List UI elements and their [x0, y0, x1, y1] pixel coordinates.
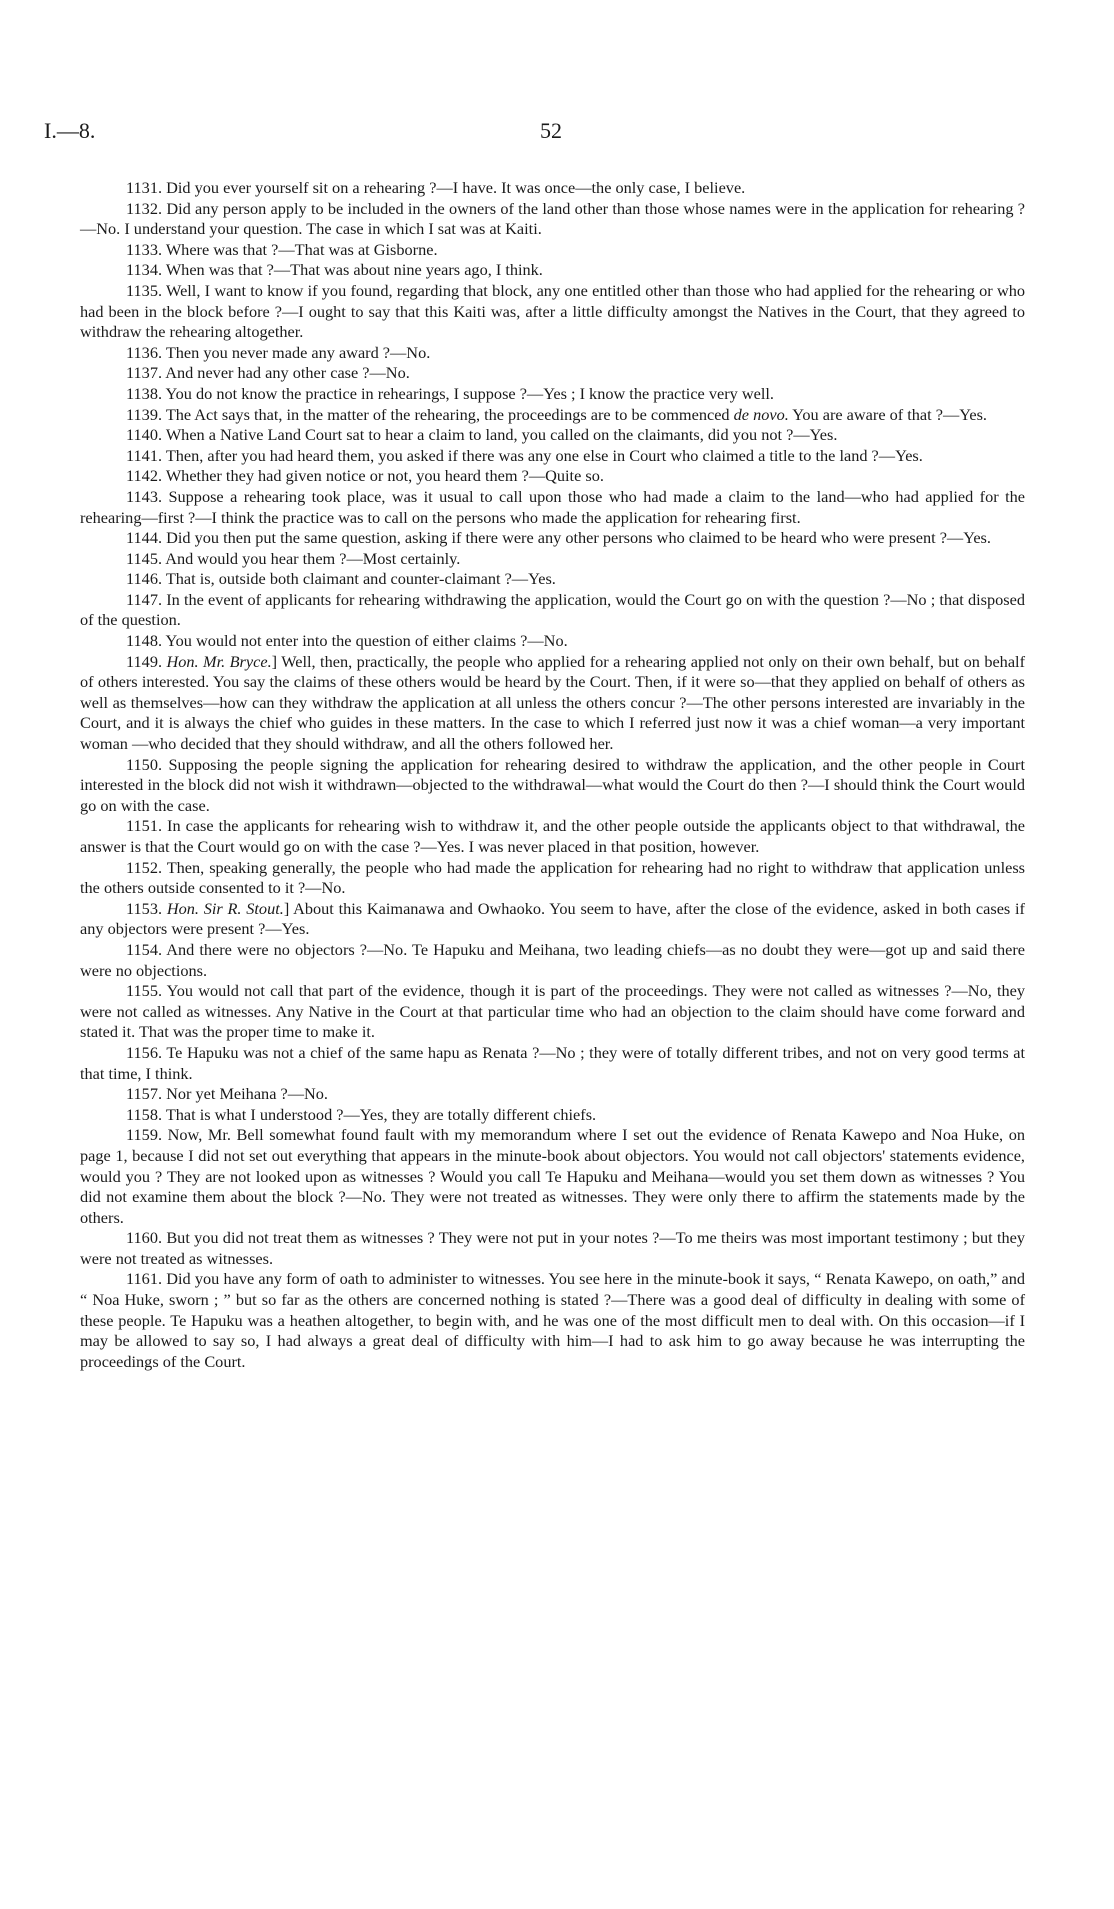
- paragraph: 1160. But you did not treat them as witnesses ? They were not put in your notes ?—To me theirs was most important testimony ; but they were not treated as witnesses.: [80, 1228, 1025, 1268]
- body-text: [80, 178, 1025, 1372]
- document-reference: I.—8.: [44, 118, 96, 143]
- paragraph: 1135. Well, I want to know if you found, regarding that block, any one entitled other than those who had applied for the rehearing or who had been in the block before ?—I ought to say that this Kaiti was, after a little difficulty amongst the Natives in the Court, that they agreed to withdraw the rehearing altogether.: [80, 280, 1025, 342]
- paragraph: 1161. Did you have any form of oath to administer to witnesses. You see here in the minute-book it says, “ Renata Kawepo, on oath,” and “ Noa Huke, sworn ; ” but so far as the others are concerned nothing is stated ?—There was a good deal of difficulty in dealing with some of these people. Te Hapuku was a heathen altogether, to begin with, and he was one of the most difficult men to deal with. On this occasion—if I may be allowed to say so, I had always a great deal of difficulty with him—I had to ask him to go away because he was interrupting the proceedings of the Court.: [80, 1269, 1026, 1371]
- paragraph: 1158. That is what I understood ?—Yes, they are totally different chiefs.: [126, 1104, 597, 1124]
- paragraph: 1157. Nor yet Meihana ?—No.: [126, 1084, 328, 1104]
- paragraph: 1156. Te Hapuku was not a chief of the same hapu as Renata ?—No ; they were of totally different tribes, and not on very good terms at that time, I think.: [80, 1042, 1025, 1083]
- paragraph: 1143. Suppose a rehearing took place, was it usual to call upon those who had made a claim to the land—who had applied for the rehearing—first ?—I think the practice was to call on the persons who made the application for rehearing first.: [80, 486, 1025, 527]
- paragraph: 1146. That is, outside both claimant and counter-claimant ?—Yes.: [126, 569, 556, 589]
- paragraph: 1148. You would not enter into the question of either claims ?—No.: [126, 631, 568, 651]
- paragraph: 1159. Now, Mr. Bell somewhat found fault with my memorandum where I set out the evidence of Renata Kawepo and Noa Huke, on page 1, because I did not set out everything that appears in the minute-book about objectors. You would not call objectors' statements evidence, would you ? They are not looked upon as witnesses ? Would you call Te Hapuku and Meihana—would you set them down as witnesses ? You did not examine them about the block ?—No. They were not treated as witnesses. They were only there to affirm the statements made by the others.: [80, 1125, 1025, 1227]
- paragraph: 1154. And there were no objectors ?—No. Te Hapuku and Meihana, two leading chiefs—as no doubt they were—got up and said there were no objections.: [80, 939, 1025, 980]
- paragraph: 1138. You do not know the practice in rehearings, I suppose ?—Yes ; I know the practice very well.: [126, 383, 774, 403]
- paragraph: 1142. Whether they had given notice or not, you heard them ?—Quite so.: [126, 466, 604, 486]
- paragraph: 1149. Hon. Mr. Bryce.] Well, then, practically, the people who applied for a rehearing applied not only on their own behalf, but on behalf of others interested. You say the claims of these others would be heard by the Court. Then, if it were so—that they applied on behalf of others as well as themselves—how can they withdraw the application at all unless the others concur ?—The other persons interested are invariably in the Court, and it is always the chief who guides in these matters. In the case to which I referred just now it was a chief woman—a very important woman —who decided that they should withdraw, and all the others followed her.: [80, 651, 1025, 754]
- paragraph: 1144. Did you then put the same question, asking if there were any other persons who claimed to be heard who were present ?—Yes.: [126, 528, 991, 548]
- paragraph: 1153. Hon. Sir R. Stout.] About this Kaimanawa and Owhaoko. You seem to have, after the close of the evidence, asked in both cases if any objectors were present ?—Yes.: [80, 898, 1025, 939]
- paragraph: 1136. Then you never made any award ?—No.: [126, 342, 431, 362]
- paragraph: 1134. When was that ?—That was about nine years ago, I think.: [126, 260, 543, 280]
- paragraph: 1137. And never had any other case ?—No.: [126, 363, 410, 383]
- paragraph: 1131. Did you ever yourself sit on a rehearing ?—I have. It was once—the only case, I believe.: [126, 178, 746, 197]
- paragraph: 1139. The Act says that, in the matter of the rehearing, the proceedings are to be commenced de novo. You are aware of that ?—Yes.: [126, 404, 987, 424]
- paragraph: 1150. Supposing the people signing the application for rehearing desired to withdraw the application, and the other people in Court interested in the block did not wish it withdrawn—objected to the withdrawal—what would the Court do then ?—I should think the Court would go on with the case.: [80, 754, 1025, 815]
- paragraph: 1140. When a Native Land Court sat to hear a claim to land, you called on the claimants, did you not ?—Yes.: [126, 425, 838, 445]
- paragraph: 1147. In the event of applicants for rehearing withdrawing the application, would the Court go on with the question ?—No ; that disposed of the question.: [80, 589, 1025, 630]
- paragraph: 1132. Did any person apply to be included in the owners of the land other than those whose names were in the application for rehearing ?—No. I understand your question. The case in which I sat was at Kaiti.: [80, 198, 1025, 239]
- paragraph: 1145. And would you hear them ?—Most certainly.: [126, 548, 461, 568]
- paragraph: 1141. Then, after you had heard them, you asked if there was any one else in Court who claimed a title to the land ?—Yes.: [126, 445, 923, 465]
- page-number: 52: [540, 118, 562, 143]
- paragraph: 1155. You would not call that part of the evidence, though it is part of the proceedings. They were not called as witnesses ?—No, they were not called as witnesses. Any Native in the Court at that particular time who had an objection to the claim should have come forward and stated it. That was the proper time to make it.: [80, 981, 1025, 1042]
- paragraph: 1151. In case the applicants for rehearing wish to withdraw it, and the other people outside the applicants object to that withdrawal, the answer is that the Court would go on with the case ?—Yes. I was never placed in that position, however.: [80, 816, 1025, 856]
- paragraph: 1133. Where was that ?—That was at Gisborne.: [126, 239, 438, 259]
- paragraph: 1152. Then, speaking generally, the people who had made the application for rehearing had no right to withdraw that application unless the others outside consented to it ?—No.: [80, 857, 1025, 898]
